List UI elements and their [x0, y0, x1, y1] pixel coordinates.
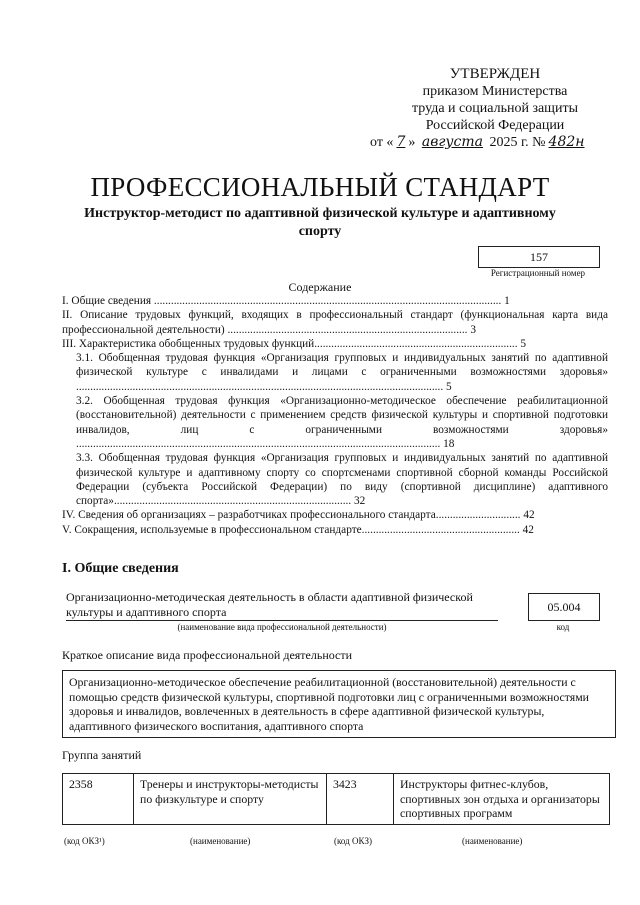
- approval-title: УТВЕРЖДЕН: [449, 66, 541, 82]
- order-number: 482н: [548, 134, 585, 150]
- registration-label: Регистрационный номер: [490, 268, 586, 278]
- toc-item: 3.1. Обобщенная трудовая функция «Организация групповых и индивидуальных занятий по адаптивной физической культуре с инвалидами и лицами с ограниченными возможностями здоровья» .................................................................................................................................. 5: [76, 352, 608, 393]
- caption-name: (наименование): [190, 836, 251, 846]
- description-box: Организационно-методическое обеспечение реабилитационной (восстановительной) деятельности с помощью средств физической культуры, спортивной подготовки лиц с ограниченными возможностями здоровья и инвалидов, вовлеченных в деятельность в сфере адаптивной физической культуры, адаптивного физического воспитания, адаптивного спорта: [62, 670, 616, 738]
- group-label: Группа занятий: [62, 748, 142, 762]
- approval-line: труда и социальной защиты: [412, 101, 578, 116]
- activity-code-caption: код: [556, 622, 570, 632]
- toc-title: Содержание: [288, 280, 352, 294]
- date-mid: »: [408, 135, 416, 150]
- approval-block: [370, 66, 620, 134]
- toc-item: II. Описание трудовых функций, входящих в профессиональный стандарт (функциональная карта вида профессиональной деятельности) ..................................................................................... 3: [62, 309, 608, 336]
- occupation-name: Инструкторы фитнес-клубов, спортивных зон отдыха и организаторы спортивных программ: [394, 774, 610, 825]
- caption-okz-code: (код ОКЗ¹): [64, 836, 105, 846]
- document-title: ПРОФЕССИОНАЛЬНЫЙ СТАНДАРТ: [90, 172, 550, 202]
- toc-item: 3.2. Обобщенная трудовая функция «Организационно-методическое обеспечение реабилитационной (восстановительной) деятельности с применением средств физической культуры и спортивной подготовки инвалидов, лиц с ограниченными возможностями здоровья» ................................................................................................................................. 18: [76, 395, 608, 450]
- caption-okz-code: (код ОКЗ): [334, 836, 372, 846]
- document-subtitle: Инструктор-методист по адаптивной физической культуре и адаптивному спорту: [84, 206, 556, 239]
- description-label: Краткое описание вида профессиональной деятельности: [62, 648, 353, 662]
- occupation-code: 2358: [63, 774, 134, 825]
- approval-line: Российской Федерации: [425, 118, 565, 133]
- field-underline: [66, 620, 498, 621]
- order-month: августа: [421, 134, 484, 150]
- activity-type-value: Организационно-методическая деятельность в области адаптивной физической культуры и адаптивного спорта: [66, 590, 473, 619]
- order-year: 2025 г. №: [489, 135, 546, 150]
- approval-line: приказом Министерства: [422, 84, 568, 99]
- activity-type-caption: (наименование вида профессиональной деятельности): [177, 622, 387, 632]
- occupation-group-table: [62, 773, 610, 825]
- toc-item: V. Сокращения, используемые в профессиональном стандарте........................................................ 42: [62, 523, 534, 536]
- date-prefix: от «: [370, 135, 394, 150]
- toc-item: I. Общие сведения ........................................................................................................................... 1: [62, 295, 510, 307]
- toc-item: III. Характеристика обобщенных трудовых функций........................................................................ 5: [62, 337, 527, 350]
- section-heading: I. Общие сведения: [62, 561, 179, 576]
- table-row: [63, 774, 610, 825]
- order-date-line: [370, 134, 588, 151]
- registration-number-box: 157: [478, 246, 600, 268]
- occupation-name: Тренеры и инструкторы-методисты по физкультуре и спорту: [134, 774, 327, 825]
- table-of-contents: [62, 294, 608, 537]
- toc-item: 3.3. Обобщенная трудовая функция «Организация групповых и индивидуальных занятий по адаптивной физической культуре и адаптивному спорту со спортсменами спортивной сборной команды Российской Федерации (субъекта Российской Федерации) по виду (спортивной дисциплине) адаптивного спорта».................................................................................... 32: [76, 452, 608, 508]
- caption-name: (наименование): [462, 836, 523, 846]
- toc-item: IV. Сведения об организациях – разработчиках профессионального стандарта.............................. 42: [62, 509, 535, 522]
- order-day: 7: [396, 134, 406, 150]
- activity-code-box: 05.004: [528, 593, 600, 621]
- occupation-code: 3423: [327, 774, 394, 825]
